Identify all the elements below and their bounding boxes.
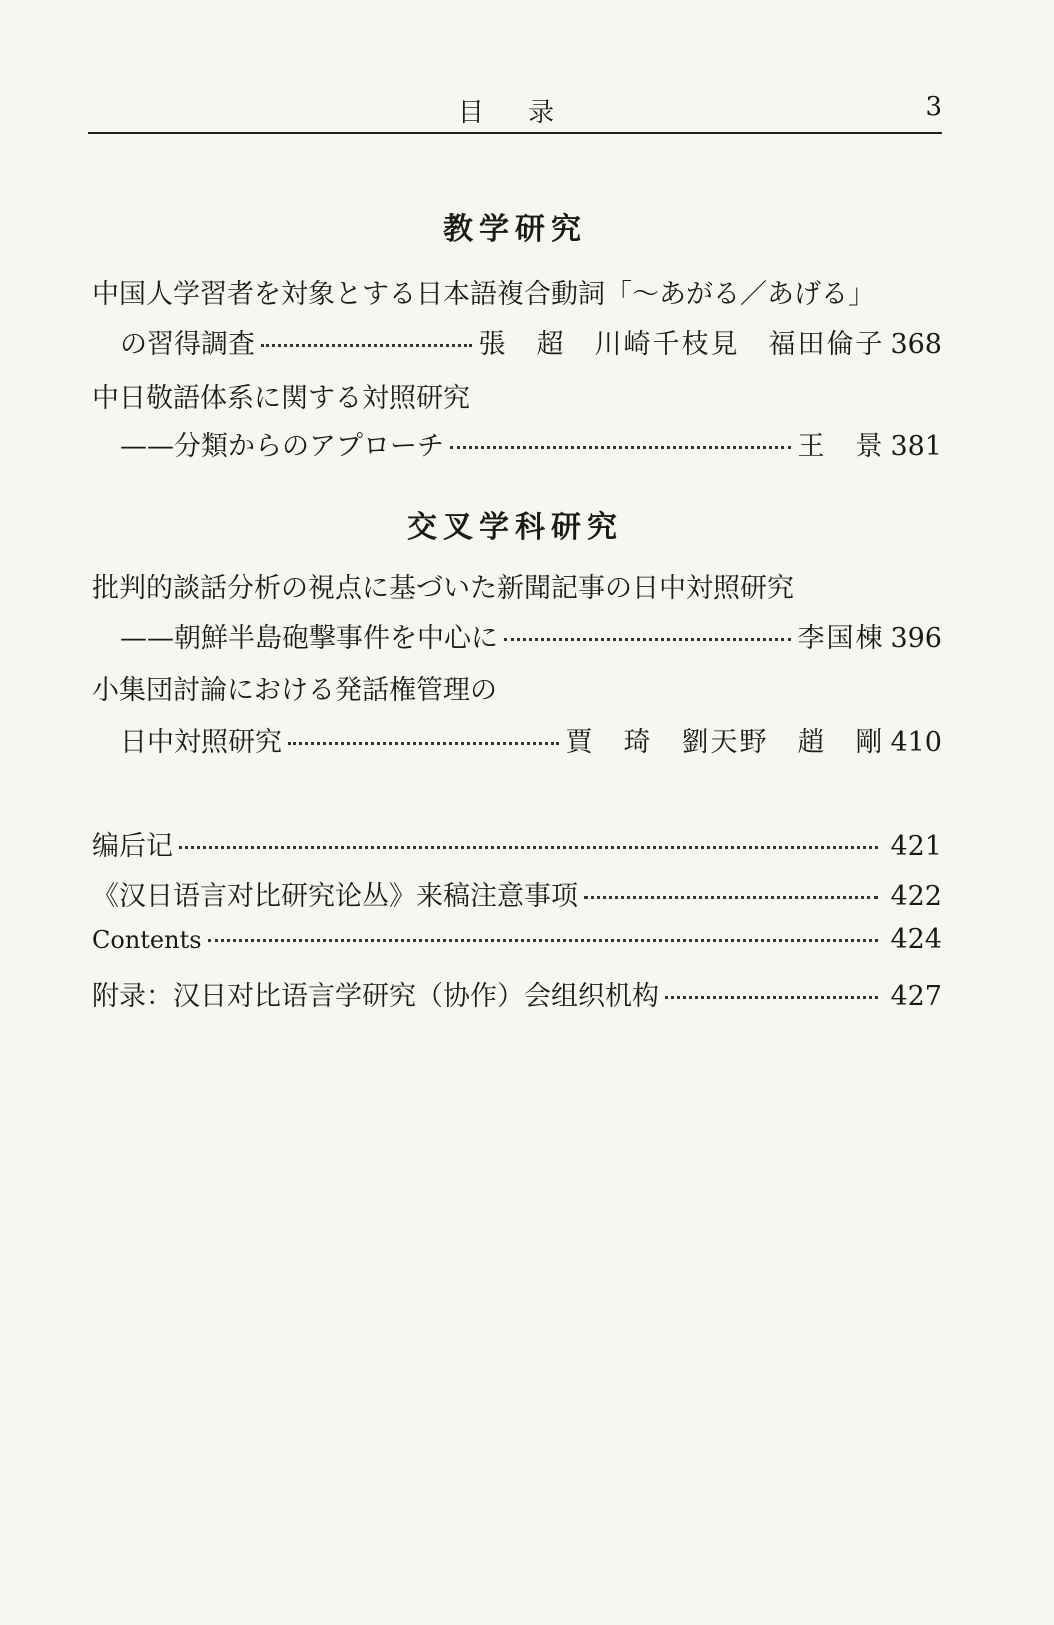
running-header bbox=[88, 88, 942, 132]
header-title: 目 录 bbox=[457, 98, 573, 128]
section-heading-interdisciplinary: 交叉学科研究 bbox=[407, 510, 623, 545]
dot-leader bbox=[450, 436, 791, 449]
entry-page-number: 368 bbox=[890, 329, 942, 360]
entry-title-text: 日中対照研究 bbox=[120, 727, 282, 758]
toc-entry-title bbox=[92, 566, 942, 606]
entry-page-number: 427 bbox=[890, 981, 942, 1012]
entry-title-text: 小集団討論における発話権管理の bbox=[92, 675, 497, 706]
entry-title-text: 中日敬語体系に関する対照研究 bbox=[92, 383, 470, 414]
toc-entry-line bbox=[120, 322, 942, 362]
entry-authors: 張 超 川崎千枝見 福田倫子 bbox=[478, 329, 885, 360]
dot-leader bbox=[179, 836, 878, 849]
entry-page-number: 381 bbox=[890, 431, 942, 462]
entry-authors: 王 景 bbox=[797, 431, 885, 462]
entry-title-text: 中国人学習者を対象とする日本語複合動詞「～あがる／あげる」 bbox=[92, 279, 875, 310]
entry-title-text: 批判的談話分析の視点に基づいた新聞記事の日中対照研究 bbox=[92, 573, 794, 604]
entry-title-text: Contents bbox=[92, 926, 202, 954]
toc-entry-title bbox=[92, 272, 942, 312]
dot-leader bbox=[208, 929, 879, 942]
entry-page-number: 422 bbox=[890, 881, 942, 912]
entry-page-number: 396 bbox=[890, 623, 942, 654]
dot-leader bbox=[504, 628, 791, 641]
entry-page-number: 421 bbox=[890, 831, 942, 862]
toc-entry-title bbox=[92, 668, 942, 708]
entry-title-text: ——朝鮮半島砲撃事件を中心に bbox=[120, 623, 498, 654]
entry-page-number: 424 bbox=[890, 924, 942, 955]
toc-entry-title bbox=[92, 376, 942, 416]
toc-entry-line bbox=[92, 824, 942, 864]
toc-entry-line bbox=[92, 924, 942, 964]
entry-title-text: 编后记 bbox=[92, 831, 173, 862]
dot-leader bbox=[261, 334, 472, 347]
toc-entry-line bbox=[92, 874, 942, 914]
entry-authors: 賈 琦 劉天野 趙 剛 bbox=[565, 727, 885, 758]
section-heading-teaching: 教学研究 bbox=[443, 212, 587, 247]
dot-leader bbox=[584, 886, 878, 899]
dot-leader bbox=[665, 986, 878, 999]
entry-authors: 李国棟 bbox=[797, 623, 885, 654]
header-rule bbox=[88, 132, 942, 134]
entry-title-text: 《汉日语言对比研究论丛》来稿注意事项 bbox=[92, 881, 578, 912]
toc-entry-line bbox=[92, 974, 942, 1014]
toc-entry-line bbox=[120, 616, 942, 656]
toc-entry-line bbox=[120, 424, 942, 464]
toc-entry-line bbox=[120, 720, 942, 760]
entry-title-text: 附录：汉日对比语言学研究（协作）会组织机构 bbox=[92, 981, 659, 1012]
entry-title-text: ——分類からのアプローチ bbox=[120, 431, 444, 462]
page-number: 3 bbox=[925, 92, 942, 122]
entry-page-number: 410 bbox=[890, 727, 942, 758]
dot-leader bbox=[288, 732, 559, 745]
entry-title-text: の習得調査 bbox=[120, 329, 255, 360]
